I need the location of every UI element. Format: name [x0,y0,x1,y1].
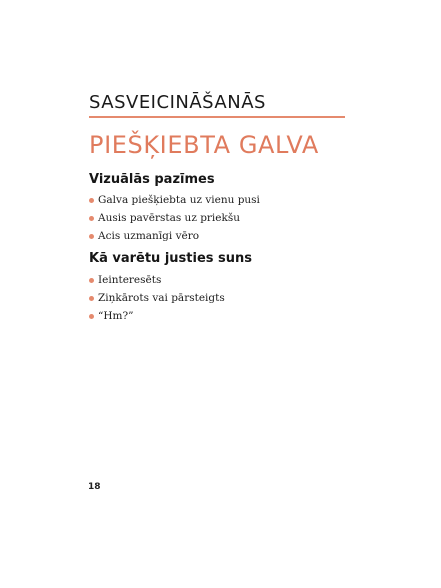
visual-signs-heading: Vizuālās pazīmes [89,172,215,187]
section-title: SASVEICINĀŠANĀS [89,92,266,113]
list-item [89,227,260,245]
list-item [89,307,225,325]
list-item-text: Acis uzmanīgi vēro [98,230,200,242]
feelings-list [89,271,225,325]
list-item-text: Ausis pavērstas uz priekšu [98,212,241,224]
bullet-dot-icon [89,314,94,319]
list-item [89,271,225,289]
list-item [89,209,260,227]
section-divider [89,116,345,118]
bullet-dot-icon [89,216,94,221]
bullet-dot-icon [89,296,94,301]
list-item-text: Galva piešķiebta uz vienu pusi [98,194,260,206]
bullet-dot-icon [89,234,94,239]
list-item [89,191,260,209]
page-number: 18 [88,482,101,492]
bullet-dot-icon [89,198,94,203]
page-title: PIEŠĶIEBTA GALVA [89,131,319,159]
visual-signs-list [89,191,260,245]
bullet-dot-icon [89,278,94,283]
feelings-heading: Kā varētu justies suns [89,251,253,266]
list-item-text: Ieinteresēts [98,274,162,286]
list-item-text: “Hm?” [98,310,134,322]
list-item [89,289,225,307]
list-item-text: Ziņkārots vai pārsteigts [98,292,225,304]
